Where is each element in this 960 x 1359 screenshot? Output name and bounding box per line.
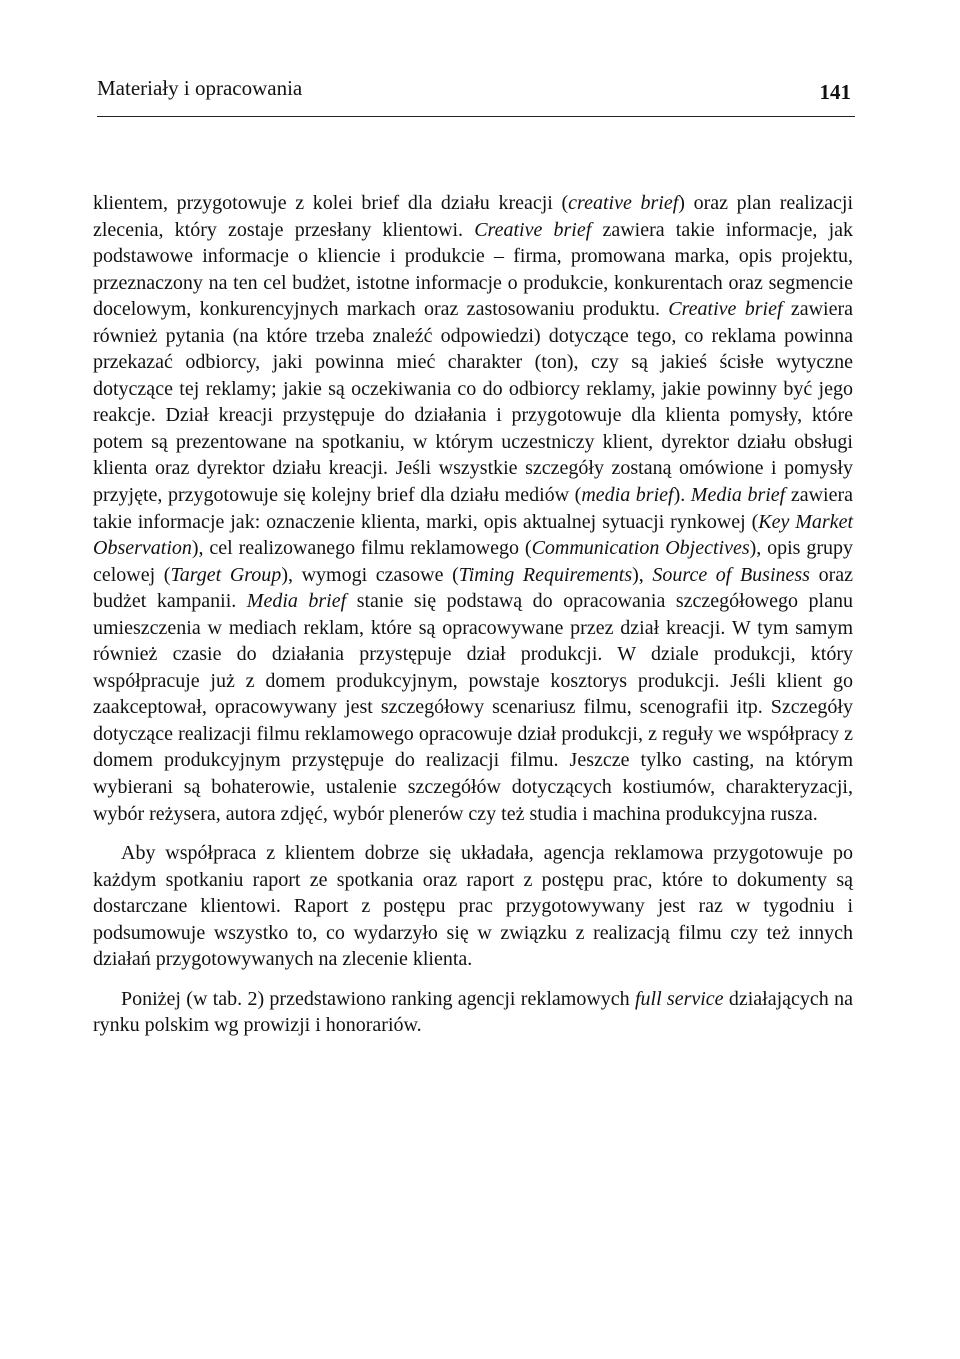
text-run: ), <box>632 563 653 586</box>
text-run: Aby współpraca z klientem dobrze się układała, agencja reklamowa przygotowuje po każdym spotkaniu raport ze spotkania oraz raport z postępu prac, które to dokumenty są dostarczane klientowi. Raport z postępu prac przygotowywany jest raz w tygodniu i podsumowuje wszystko to, co wydarzyło się w związku z realizacją filmu czy też innych działań przygotowywanych na zlecenie klienta. <box>93 842 853 971</box>
text-run: ), cel realizowanego filmu reklamowego ( <box>191 537 532 560</box>
italic-term: Creative brief <box>668 298 783 321</box>
italic-term: full service <box>634 987 724 1010</box>
text-run: ), opis grupy celowej ( <box>93 537 853 586</box>
text-run: ). <box>673 484 691 507</box>
italic-term: Communication Objectives <box>531 537 750 560</box>
italic-term: Source of Business <box>652 563 810 586</box>
running-header <box>97 74 855 108</box>
text-run: działających na rynku polskim wg prowizji i honorariów. <box>93 987 853 1037</box>
text-run: ) oraz plan realizacji zlecenia, który zostaje przesłany klientowi. <box>93 192 854 241</box>
text-run: klientem, przygotowuje z kolei brief dla działu kreacji ( <box>93 192 569 214</box>
paragraph-ranking-intro <box>93 986 853 1039</box>
text-run: ), wymogi czasowe ( <box>281 563 459 586</box>
italic-term: media brief <box>581 484 674 507</box>
italic-term: Key Market Observation <box>93 510 853 560</box>
text-run: oraz budżet kampanii. <box>93 563 853 613</box>
italic-term: Media brief <box>246 590 347 613</box>
page-number: 141 <box>819 80 851 104</box>
paragraph-briefs <box>93 190 853 827</box>
running-title: Materiały i opracowania <box>97 76 303 100</box>
body-text <box>93 190 853 1039</box>
text-run: stanie się podstawą do opracowania szczegółowego planu umieszczenia w mediach reklam, które są opracowywane przez dział kreacji. W tym samym również czasie do działania przystępuje dział produkcji. W dziale produkcji, który współpracuje już z domem produkcyjnym, powstaje kosztorys produkcji. Jeśli klient go zaakceptował, opracowywany jest szczegółowy scenariusz filmu, scenografii itp. Szczegóły dotyczące realizacji filmu reklamowego opracowuje dział produkcji, z reguły we współpracy z domem produkcyjnym przystępuje do realizacji filmu. Jeszcze tylko casting, na którym wybierani są bohaterowie, ustalenie szczegółów dotyczących kostiumów, charakteryzacji, wybór reżysera, autora zdjęć, wybór plenerów czy też studia i machina produkcyjna rusza. <box>93 590 853 825</box>
paragraph-client-cooperation <box>93 840 853 973</box>
header-rule <box>97 116 855 117</box>
text-run: zawiera takie informacje, jak podstawowe informacje o kliencie i produkcie – firma, promowana marka, opis projektu, przeznaczony na ten cel budżet, istotne informacje o produkcie, konkurentach oraz segmencie docelowym, konkurencyjnych markach oraz zastosowaniu produktu. <box>93 218 854 321</box>
italic-term: Creative brief <box>474 218 592 241</box>
italic-term: creative brief <box>568 192 679 214</box>
text-run: zawiera również pytania (na które trzeba znaleźć odpowiedzi) dotyczące tego, co reklama powinna przekazać odbiorcy, jaki powinna mieć charakter (ton), czy są jakieś ścisłe wytyczne dotyczące tej reklamy; jakie są oczekiwania co do odbiorcy reklamy, jakie powinny być jego reakcje. Dział kreacji przystępuje do działania i przygotowuje dla klienta pomysły, które potem są prezentowane na spotkaniu, w którym uczestniczy klient, dyrektor działu obsługi klienta oraz dyrektor działu kreacji. Jeśli wszystkie szczegóły zostaną omówione i pomysły przyjęte, przygotowuje się kolejny brief dla działu mediów ( <box>93 298 853 507</box>
text-run: zawiera takie informacje jak: oznaczenie klienta, marki, opis aktualnej sytuacji rynkowej ( <box>93 484 853 533</box>
italic-term: Target Group <box>170 563 282 586</box>
text-run: Poniżej (w tab. 2) przedstawiono ranking agencji reklamowych <box>121 987 635 1010</box>
italic-term: Media brief <box>690 484 786 507</box>
italic-term: Timing Requirements <box>458 563 633 586</box>
